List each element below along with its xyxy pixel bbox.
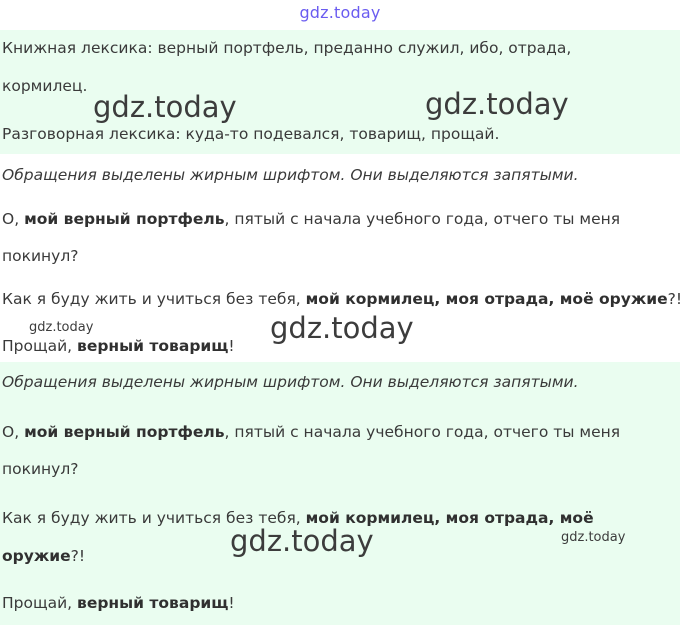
sentence-1-start: О,	[2, 423, 25, 441]
address-note: Обращения выделены жирным шрифтом. Они выделяются запятыми.	[2, 373, 579, 391]
watermark: gdz.today	[29, 320, 94, 335]
site-header	[0, 0, 680, 30]
sentence-3	[2, 337, 235, 355]
sentence-3-end: !	[228, 337, 235, 355]
sentence-1-address: мой верный портфель	[24, 423, 225, 441]
sentence-3-start: Прощай,	[2, 337, 78, 355]
sentence-2-start: Как я буду жить и учиться без тебя,	[2, 290, 306, 308]
answer-section-2	[0, 362, 680, 625]
sentence-2-start: Как я буду жить и учиться без тебя,	[2, 509, 306, 527]
bookish-lexicon-line: Книжная лексика: верный портфель, преданно служил, ибо, отрада,	[2, 39, 572, 57]
sentence-2-end: ?!	[667, 290, 682, 308]
sentence-2-address-cont: оружие	[2, 547, 71, 565]
sentence-2-address: мой кормилец, моя отрада, моё оружие	[305, 290, 668, 308]
sentence-3-address: верный товарищ	[77, 337, 229, 355]
address-note: Обращения выделены жирным шрифтом. Они выделяются запятыми.	[2, 166, 579, 184]
sentence-1-cont: покинул?	[2, 460, 79, 478]
watermark: gdz.today	[93, 90, 237, 124]
colloquial-lexicon-line: Разговорная лексика: куда-то подевался, товарищ, прощай.	[2, 125, 500, 143]
sentence-2	[2, 290, 682, 308]
sentence-2-cont	[2, 547, 85, 565]
sentence-3	[2, 594, 235, 612]
sentence-3-address: верный товарищ	[77, 594, 229, 612]
sentence-2-end: ?!	[70, 547, 86, 565]
watermark: gdz.today	[230, 524, 374, 558]
sentence-3-end: !	[228, 594, 235, 612]
watermark: gdz.today	[270, 311, 414, 345]
header-watermark: gdz.today	[299, 3, 381, 22]
sentence-1-address: мой верный портфель	[24, 210, 225, 228]
sentence-2-address: мой кормилец, моя отрада, моё	[305, 509, 594, 527]
sentence-1-rest: , пятый с начала учебного года, отчего ты меня	[224, 423, 621, 441]
sentence-1-rest: , пятый с начала учебного года, отчего ты меня	[224, 210, 621, 228]
bookish-lexicon-line-cont: кормилец.	[2, 77, 88, 95]
sentence-1-start: О,	[2, 210, 25, 228]
sentence-1	[2, 423, 620, 441]
sentence-1-cont: покинул?	[2, 247, 79, 265]
sentence-1	[2, 210, 620, 228]
sentence-3-start: Прощай,	[2, 594, 78, 612]
watermark: gdz.today	[561, 530, 626, 545]
watermark: gdz.today	[425, 87, 569, 121]
